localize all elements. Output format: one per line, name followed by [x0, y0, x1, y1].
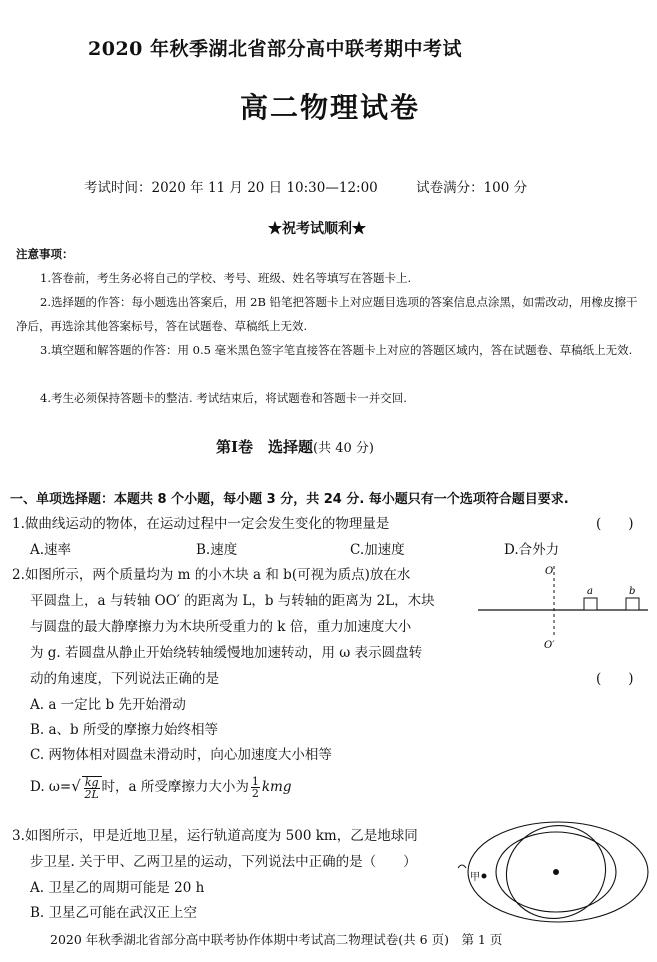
notice-item-1: 1.答卷前，考生务必将自己的学校、考号、班级、姓名等填写在答题卡上.: [40, 271, 412, 285]
exam-meta: [84, 176, 527, 196]
section-title: [216, 436, 374, 457]
block-b-label: b: [629, 586, 636, 597]
q2-d-prefix: D. ω=: [30, 779, 72, 795]
satellite-arrow-icon: [458, 865, 466, 868]
q2-turntable-diagram: [474, 560, 650, 660]
axis-label-bottom: O′: [544, 640, 555, 651]
q1-option-c: C.加速度: [350, 542, 405, 558]
block-a: [584, 598, 597, 610]
q2-line-4: 为 g. 若圆盘从静止开始绕转轴缓慢地加速转动，用 ω 表示圆盘转: [30, 645, 423, 661]
notice-item-3: 3.填空题和解答题的作答：用 0.5 毫米黑色签字笔直接答在答题卡上对应的答题区域内，答在试题卷、草稿纸上无效.: [40, 343, 633, 357]
q2-d-sqrt-num: kg: [84, 775, 99, 789]
q1-option-d: D.合外力: [504, 542, 560, 558]
q2-option-d: D. ω=√ $\frac{kg}{2L}$ 时，a 所受摩擦力大小为 $\frac{1}{2}$ kmg: [30, 775, 292, 801]
q3-line-1: 3.如图所示，甲是近地卫星，运行轨道高度为 500 km，乙是地球同: [12, 828, 418, 844]
earth-center: [553, 869, 559, 875]
q3-option-a: A. 卫星乙的周期可能是 20 h: [30, 880, 205, 896]
exam-name: 2020 年秋季湖北省部分高中联考期中考试: [88, 38, 462, 60]
q2-line-1: 2.如图所示，两个质量均为 m 的小木块 a 和 b(可视为质点)放在水: [12, 567, 411, 583]
q2-bracket: ( ): [596, 671, 634, 687]
q2-d-suffix: kmg: [261, 779, 292, 795]
q2-option-b: B. a、b 所受的摩擦力始终相等: [30, 722, 218, 738]
notice-heading: 注意事项：: [16, 247, 74, 261]
label-jia: 甲: [470, 872, 480, 883]
section-title-text: 第Ⅰ卷 选择题: [216, 438, 314, 456]
wish-banner: ★祝考试顺利★: [268, 221, 366, 237]
q3-option-b: B. 卫星乙可能在武汉正上空: [30, 905, 198, 921]
section-score: (共 40 分): [313, 441, 374, 456]
block-b: [626, 598, 639, 610]
satellite-jia: [482, 874, 487, 879]
part-heading: 一、单项选择题：本题共 8 个小题，每小题 3 分，共 24 分. 每小题只有一个选项符合题目要求.: [10, 492, 569, 507]
q2-d-frac-den: 2: [251, 787, 259, 800]
q2-line-2: 平圆盘上，a 与转轴 OO′ 的距离为 L，b 与转轴的距离为 2L，木块: [30, 593, 435, 609]
full-score: 试卷满分：100 分: [416, 180, 528, 196]
q2-option-a: A. a 一定比 b 先开始滑动: [30, 697, 186, 713]
q2-line-3: 与圆盘的最大静摩擦力为木块所受重力的 k 倍，重力加速度大小: [30, 619, 412, 635]
exam-time: 考试时间：2020 年 11 月 20 日 10:30—12:00: [84, 180, 378, 196]
q2-line-5: 动的角速度，下列说法正确的是: [30, 671, 219, 687]
page-footer: 2020 年秋季湖北省部分高中联考协作体期中考试高二物理试卷(共 6 页) 第 1 页: [50, 932, 503, 947]
q2-d-sqrt: [82, 776, 102, 800]
q2-d-frac-num: 1: [251, 775, 259, 788]
notice-item-4: 4.考生必须保持答题卡的整洁. 考试结束后，将试题卷和答题卡一并交回.: [40, 391, 407, 405]
block-a-label: a: [587, 586, 593, 597]
q2-d-mid: 时，a 所受摩擦力大小为: [101, 779, 249, 795]
q2-d-sqrt-den: 2L: [84, 787, 99, 801]
q1-bracket: ( ): [596, 516, 634, 532]
axis-label-top: O: [545, 566, 554, 577]
q3-satellite-diagram: [448, 810, 652, 928]
q1-stem: 1.做曲线运动的物体，在运动过程中一定会发生变化的物理量是: [12, 516, 390, 532]
q2-option-c: C. 两物体相对圆盘未滑动时，向心加速度大小相等: [30, 747, 332, 763]
q3-line-2: 步卫星. 关于甲、乙两卫星的运动，下列说法中正确的是（ ）: [30, 854, 417, 870]
q1-option-b: B.速度: [196, 542, 238, 558]
paper-title: 高二物理试卷: [240, 91, 421, 124]
q1-option-a: A.速率: [30, 542, 72, 558]
notice-item-2: 2.选择题的作答：每小题选出答案后，用 2B 铅笔把答题卡上对应题目选项的答案信息点涂黑，如需改动，用橡皮擦干净后，再选涂其他答案标号，答在试题卷、草稿纸上无效.: [16, 295, 638, 333]
